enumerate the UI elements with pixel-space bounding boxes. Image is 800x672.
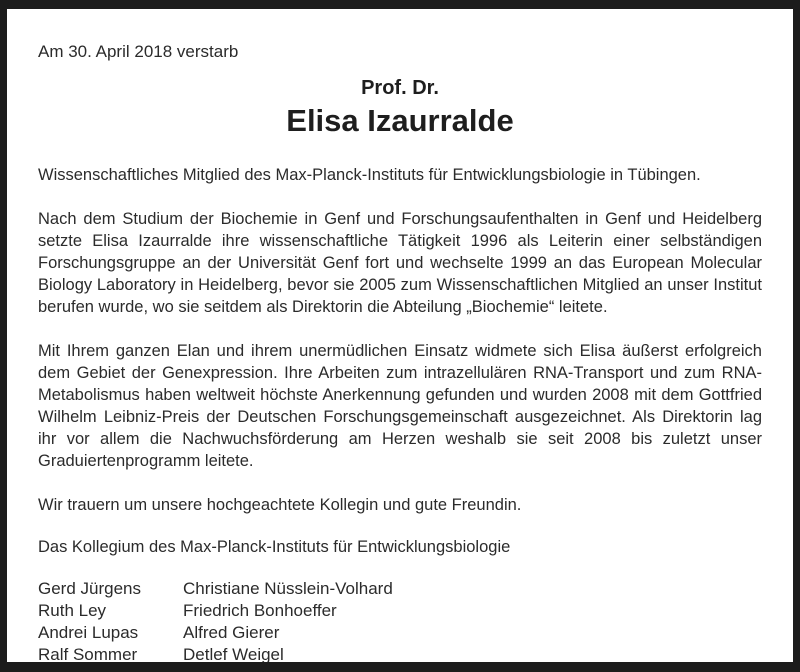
notice-header xyxy=(38,75,762,139)
career-paragraph: Nach dem Studium der Biochemie in Genf und Forschungsaufenthalten in Genf und Heidelberg setzte Elisa Izaurralde ihre wissenschaftliche Tätigkeit 1996 als Leiterin einer selbständigen Forschungsgruppe an der Universität Genf fort und wechselte 1999 an das European Molecular Biology Laboratory in Heidelberg, bevor sie 2005 zum Wissenschaftlichen Mitglied an unser Institut berufen wurde, wo sie seitdem als Direktorin die Abteilung „Biochemie“ leitete. xyxy=(38,210,762,316)
signatory-name: Alfred Gierer xyxy=(183,623,280,642)
title-prefix: Prof. Dr. xyxy=(361,77,439,99)
death-date-line: Am 30. April 2018 verstarb xyxy=(38,42,239,61)
collegium-line: Das Kollegium des Max-Planck-Instituts für Entwicklungsbiologie xyxy=(38,538,511,556)
deceased-name: Elisa Izaurralde xyxy=(286,103,514,138)
membership-line: Wissenschaftliches Mitglied des Max-Planck-Instituts für Entwicklungsbiologie in Tübingen. xyxy=(38,166,701,184)
mourning-line: Wir trauern um unsere hochgeachtete Kollegin und gute Freundin. xyxy=(38,496,522,514)
signatories-list xyxy=(38,578,762,662)
signatory-name: Ruth Ley xyxy=(38,601,107,620)
signatory-name: Gerd Jürgens xyxy=(38,579,141,598)
signatory-name: Detlef Weigel xyxy=(183,645,284,662)
achievements-paragraph: Mit Ihrem ganzen Elan und ihrem unermüdlichen Einsatz widmete sich Elisa äußerst erfolgreich dem Gebiet der Genexpression. Ihre Arbeiten zum intrazellulären RNA-Transport und zum RNA-Metabolismus haben weltweit höchste Anerkennung gefunden und wurden 2008 mit dem Gottfried Wilhelm Leibniz-Preis der Deutschen Forschungsgemeinschaft ausgezeichnet. Als Direktorin lag ihr vor allem die Nachwuchsförderung am Herzen weshalb sie seit 2008 bis zuletzt unser Graduiertenprogramm leitete. xyxy=(38,342,762,470)
signatory-name: Friedrich Bonhoeffer xyxy=(183,601,337,620)
signatory-name: Christiane Nüsslein-Volhard xyxy=(183,579,393,598)
signatory-name: Andrei Lupas xyxy=(38,623,139,642)
signatory-name: Ralf Sommer xyxy=(38,645,138,662)
obituary-notice xyxy=(7,9,793,662)
